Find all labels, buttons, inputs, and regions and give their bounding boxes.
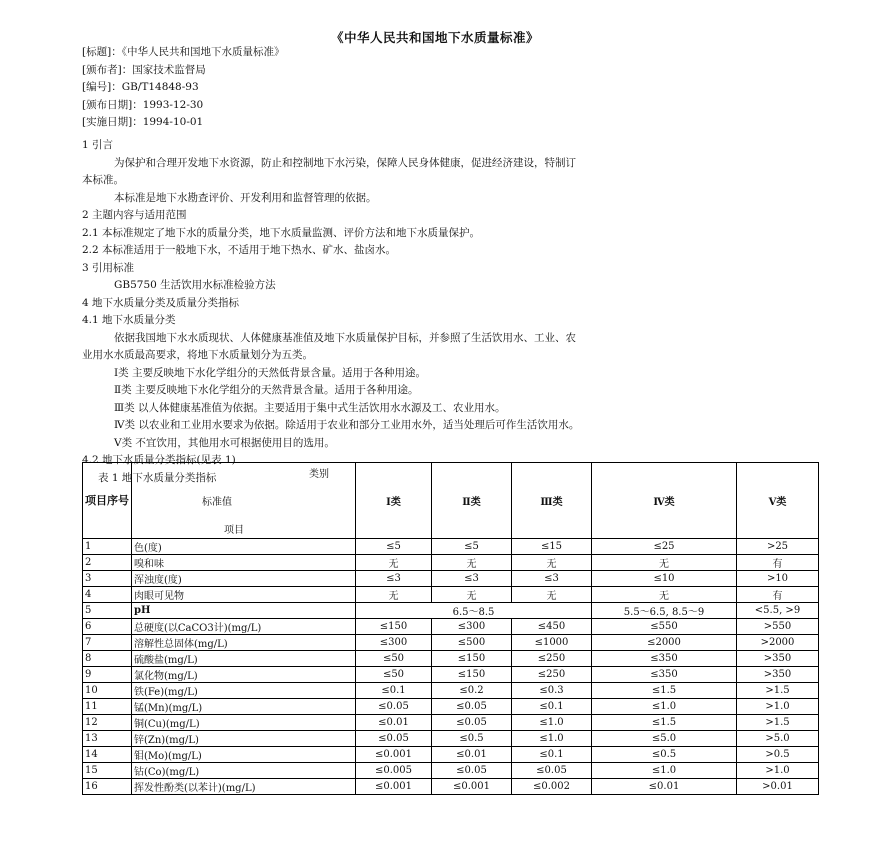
row-item: 挥发性酚类(以苯计)(mg/L) xyxy=(132,779,356,795)
meta-code: [编号]：GB/T14848-93 xyxy=(82,81,199,93)
class-2-value: 无 xyxy=(432,587,512,603)
class-2-value: ≤5 xyxy=(432,539,512,555)
body-text xyxy=(82,137,792,487)
text-line: 本标准是地下水勘查评价、开发利用和监督管理的依据。 xyxy=(114,191,377,204)
row-item: 铁(Fe)(mg/L) xyxy=(132,683,356,699)
row-item: 浑浊度(度) xyxy=(132,571,356,587)
class-4-value: ≤1.5 xyxy=(592,715,737,731)
class-3-value: 无 xyxy=(512,587,592,603)
class-5-value: >25 xyxy=(737,539,819,555)
class-1-value: ≤0.005 xyxy=(356,763,432,779)
table-header-row xyxy=(83,463,819,539)
row-item: 溶解性总固体(mg/L) xyxy=(132,635,356,651)
ph-class-4: 5.5～6.5, 8.5～9 xyxy=(592,603,737,619)
table-row xyxy=(83,747,819,763)
text-line: 2.2 本标准适用于一般地下水，不适用于地下热水、矿水、盐卤水。 xyxy=(82,244,397,256)
class-1-value: ≤0.05 xyxy=(356,731,432,747)
row-id: 13 xyxy=(83,731,132,747)
table-row xyxy=(83,539,819,555)
class-5-value: >0.01 xyxy=(737,779,819,795)
class-1-value: 无 xyxy=(356,587,432,603)
class-1-value: ≤150 xyxy=(356,619,432,635)
class-3-value: ≤15 xyxy=(512,539,592,555)
row-item: 色(度) xyxy=(132,539,356,555)
row-id: 10 xyxy=(83,683,132,699)
row-id: 12 xyxy=(83,715,132,731)
class-2-value: ≤500 xyxy=(432,635,512,651)
text-line: 表 1 地下水质量分类指标 xyxy=(98,471,217,484)
header-class-4: Ⅳ类 xyxy=(592,463,737,539)
text-line: Ⅲ类 以人体健康基准值为依据。主要适用于集中式生活饮用水水源及工、农业用水。 xyxy=(114,401,506,414)
table-row xyxy=(83,683,819,699)
text-line: 4.1 地下水质量分类 xyxy=(82,314,176,326)
class-4-value: ≤1.0 xyxy=(592,699,737,715)
class-2-value: ≤0.05 xyxy=(432,715,512,731)
meta-title: [标题]：《中华人民共和国地下水质量标准》 xyxy=(82,46,285,58)
class-4-value: ≤350 xyxy=(592,651,737,667)
meta-effective-date: [实施日期]：1994-10-01 xyxy=(82,116,204,128)
class-3-value: ≤0.1 xyxy=(512,747,592,763)
class-3-value: ≤0.05 xyxy=(512,763,592,779)
row-id: 1 xyxy=(83,539,132,555)
class-3-value: ≤1.0 xyxy=(512,731,592,747)
row-id: 4 xyxy=(83,587,132,603)
table-row xyxy=(83,619,819,635)
table-row xyxy=(83,651,819,667)
row-item: 氯化物(mg/L) xyxy=(132,667,356,683)
ph-range-class-1-3: 6.5～8.5 xyxy=(356,603,592,619)
class-1-value: ≤50 xyxy=(356,651,432,667)
row-id: 5 xyxy=(83,603,132,619)
header-category-label: 类别 xyxy=(309,469,329,480)
class-3-value: ≤0.002 xyxy=(512,779,592,795)
class-3-value: ≤450 xyxy=(512,619,592,635)
class-1-value: ≤50 xyxy=(356,667,432,683)
class-5-value: >350 xyxy=(737,651,819,667)
header-class-2: Ⅱ类 xyxy=(432,463,512,539)
class-3-value: ≤1000 xyxy=(512,635,592,651)
class-2-value: ≤0.5 xyxy=(432,731,512,747)
row-item: 锰(Mn)(mg/L) xyxy=(132,699,356,715)
ph-class-5: <5.5, >9 xyxy=(737,603,819,619)
class-5-value: >5.0 xyxy=(737,731,819,747)
class-3-value: ≤250 xyxy=(512,667,592,683)
row-item: 钼(Mo)(mg/L) xyxy=(132,747,356,763)
class-1-value: ≤3 xyxy=(356,571,432,587)
class-4-value: ≤1.0 xyxy=(592,763,737,779)
class-4-value: 无 xyxy=(592,555,737,571)
text-line: Ⅱ类 主要反映地下水化学组分的天然背景含量。适用于各种用途。 xyxy=(114,384,419,396)
table-row xyxy=(83,555,819,571)
class-2-value: 无 xyxy=(432,555,512,571)
text-line: 2.1 本标准规定了地下水的质量分类，地下水质量监测、评价方法和地下水质量保护。 xyxy=(82,226,481,239)
class-5-value: 有 xyxy=(737,587,819,603)
header-diagonal-cell xyxy=(132,463,356,539)
table-row xyxy=(83,699,819,715)
class-5-value: >550 xyxy=(737,619,819,635)
class-1-value: ≤0.01 xyxy=(356,715,432,731)
text-line: Ⅴ类 不宜饮用，其他用水可根据使用目的选用。 xyxy=(114,436,335,449)
header-standard-label: 标准值 xyxy=(202,497,232,508)
class-4-value: ≤25 xyxy=(592,539,737,555)
header-class-1: Ⅰ类 xyxy=(356,463,432,539)
class-2-value: ≤150 xyxy=(432,667,512,683)
groundwater-quality-table xyxy=(82,462,819,795)
table-row xyxy=(83,763,819,779)
text-line: 4 地下水质量分类及质量分类指标 xyxy=(82,296,240,309)
row-id: 16 xyxy=(83,779,132,795)
row-id: 6 xyxy=(83,619,132,635)
meta-publisher: [颁布者]：国家技术监督局 xyxy=(82,63,206,76)
table-row xyxy=(83,667,819,683)
header-item-label: 项目 xyxy=(224,525,244,536)
row-item: 钴(Co)(mg/L) xyxy=(132,763,356,779)
row-id: 11 xyxy=(83,699,132,715)
row-item: 硫酸盐(mg/L) xyxy=(132,651,356,667)
text-line: 1 引言 xyxy=(82,139,114,151)
row-item: 肉眼可见物 xyxy=(132,587,356,603)
table-row xyxy=(83,731,819,747)
class-1-value: ≤0.1 xyxy=(356,683,432,699)
row-id: 7 xyxy=(83,635,132,651)
class-3-value: ≤250 xyxy=(512,651,592,667)
class-1-value: ≤0.05 xyxy=(356,699,432,715)
row-item: 锌(Zn)(mg/L) xyxy=(132,731,356,747)
table-row xyxy=(83,587,819,603)
row-item: pH xyxy=(132,603,356,619)
class-2-value: ≤300 xyxy=(432,619,512,635)
text-line: 业用水水质最高要求，将地下水质量划分为五类。 xyxy=(82,349,313,361)
table-row xyxy=(83,715,819,731)
class-3-value: ≤0.3 xyxy=(512,683,592,699)
class-4-value: ≤1.5 xyxy=(592,683,737,699)
class-4-value: 无 xyxy=(592,587,737,603)
class-2-value: ≤0.001 xyxy=(432,779,512,795)
table-row xyxy=(83,571,819,587)
document-title: 《中华人民共和国地下水质量标准》 xyxy=(330,30,539,45)
class-1-value: ≤300 xyxy=(356,635,432,651)
class-4-value: ≤0.5 xyxy=(592,747,737,763)
text-line: 2 主题内容与适用范围 xyxy=(82,209,187,221)
row-id: 14 xyxy=(83,747,132,763)
class-2-value: ≤0.05 xyxy=(432,763,512,779)
text-line: 4.2 地下水质量分类指标(见表 1) xyxy=(82,454,236,466)
class-1-value: ≤0.001 xyxy=(356,747,432,763)
text-line: Ⅳ类 以农业和工业用水要求为依据。除适用于农业和部分工业用水外，适当处理后可作生活饮用水。 xyxy=(114,419,580,431)
class-5-value: >2000 xyxy=(737,635,819,651)
class-5-value: >1.0 xyxy=(737,763,819,779)
text-line: GB5750 生活饮用水标准检验方法 xyxy=(114,279,276,291)
header-item-id: 项目序号 xyxy=(83,463,132,539)
class-2-value: ≤3 xyxy=(432,571,512,587)
class-5-value: >0.5 xyxy=(737,747,819,763)
class-3-value: ≤1.0 xyxy=(512,715,592,731)
row-id: 3 xyxy=(83,571,132,587)
class-4-value: ≤0.01 xyxy=(592,779,737,795)
text-line: 3 引用标准 xyxy=(82,261,135,274)
table-row xyxy=(83,635,819,651)
class-1-value: ≤0.001 xyxy=(356,779,432,795)
class-4-value: ≤5.0 xyxy=(592,731,737,747)
class-5-value: >10 xyxy=(737,571,819,587)
class-3-value: ≤3 xyxy=(512,571,592,587)
row-id: 9 xyxy=(83,667,132,683)
row-item: 嗅和味 xyxy=(132,555,356,571)
class-1-value: ≤5 xyxy=(356,539,432,555)
class-5-value: >1.0 xyxy=(737,699,819,715)
class-1-value: 无 xyxy=(356,555,432,571)
table-row xyxy=(83,603,819,619)
class-2-value: ≤150 xyxy=(432,651,512,667)
header-class-3: Ⅲ类 xyxy=(512,463,592,539)
class-5-value: >350 xyxy=(737,667,819,683)
class-2-value: ≤0.01 xyxy=(432,747,512,763)
row-id: 15 xyxy=(83,763,132,779)
text-line: Ⅰ类 主要反映地下水化学组分的天然低背景含量。适用于各种用途。 xyxy=(114,366,426,379)
class-4-value: ≤10 xyxy=(592,571,737,587)
table-row xyxy=(83,779,819,795)
header-class-5: Ⅴ类 xyxy=(737,463,819,539)
row-id: 2 xyxy=(83,555,132,571)
text-line: 为保护和合理开发地下水资源，防止和控制地下水污染，保障人民身体健康，促进经济建设，特制订 xyxy=(114,156,576,169)
text-line: 依据我国地下水水质现状、人体健康基准值及地下水质量保护目标，并参照了生活饮用水、工业、农 xyxy=(114,331,576,344)
class-3-value: 无 xyxy=(512,555,592,571)
class-4-value: ≤350 xyxy=(592,667,737,683)
text-line: 本标准。 xyxy=(82,174,124,186)
class-4-value: ≤550 xyxy=(592,619,737,635)
class-2-value: ≤0.2 xyxy=(432,683,512,699)
class-5-value: >1.5 xyxy=(737,715,819,731)
metadata-block xyxy=(82,44,284,132)
meta-issue-date: [颁布日期]：1993-12-30 xyxy=(82,98,204,111)
class-2-value: ≤0.05 xyxy=(432,699,512,715)
row-id: 8 xyxy=(83,651,132,667)
class-5-value: 有 xyxy=(737,555,819,571)
row-item: 铜(Cu)(mg/L) xyxy=(132,715,356,731)
class-4-value: ≤2000 xyxy=(592,635,737,651)
class-3-value: ≤0.1 xyxy=(512,699,592,715)
row-item: 总硬度(以CaCO3计)(mg/L) xyxy=(132,619,356,635)
class-5-value: >1.5 xyxy=(737,683,819,699)
